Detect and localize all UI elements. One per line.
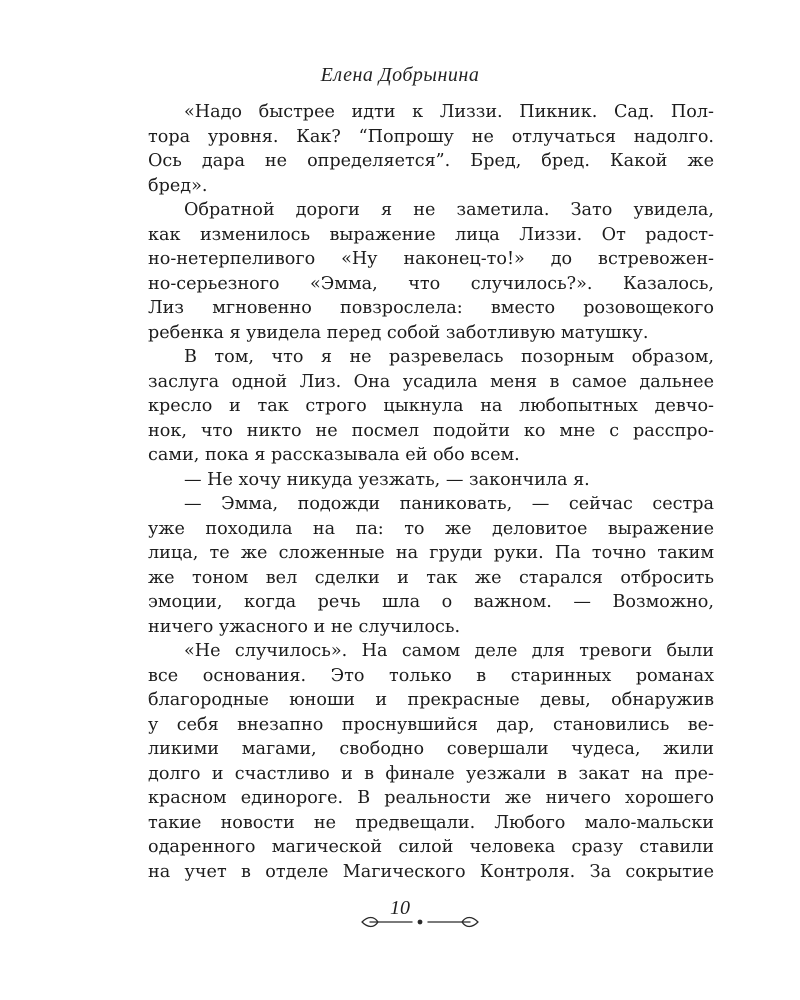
text-line: уже походила на па: то же деловитое выражение [148,518,714,539]
text-line: все основания. Это только в старинных романах [148,665,714,686]
text-line: но-серьезного «Эмма, что случилось?». Казалось, [148,273,714,294]
text-line: бред». [148,175,208,196]
page-footer [0,898,800,938]
text-line: эмоции, когда речь шла о важном. — Возможно, [148,592,714,612]
text-line: красном единороге. В реальности же ничего хорошего [148,788,714,808]
running-header: Елена Добрынина [320,64,480,86]
text-line: у себя внезапно проснувшийся дар, становились ве- [148,714,714,735]
text-line: но-нетерпеливого «Ну наконец-то!» до встревожен- [148,249,714,269]
text-line: лица, те же сложенные на груди руки. Па точно таким [148,543,714,563]
text-line: кресло и так строго цыкнула на любопытных девчо- [148,396,714,416]
text-line: ничего ужасного и не случилось. [148,616,461,637]
text-line: тора уровня. Как? “Попрошу не отлучаться надолго. [148,126,714,147]
text-line: долго и счастливо и в финале уезжали в закат на пре- [148,763,714,784]
text-line: одаренного магической силой человека сразу ставили [148,837,714,857]
vine-ornament-icon [360,912,480,932]
text-line: нок, что никто не посмел подойти ко мне с расспро- [148,420,714,441]
text-line: же тоном вел сделки и так же старался отбросить [148,567,714,588]
text-line: как изменилось выражение лица Лиззи. От радост- [148,224,714,245]
body-text [148,100,714,884]
text-line: «Надо быстрее идти к Лиззи. Пикник. Сад. Пол- [184,102,714,122]
text-line: ребенка я увидела перед собой заботливую матушку. [148,322,649,343]
text-line: Обратной дороги я не заметила. Зато увидела, [184,200,714,220]
text-line: — Не хочу никуда уезжать, — закончила я. [184,469,590,490]
text-line: «Не случилось». На самом деле для тревоги были [184,641,714,661]
text-line: заслуга одной Лиз. Она усадила меня в самое дальнее [148,371,714,392]
text-line: сами, пока я рассказывала ей обо всем. [148,445,520,465]
text-line: такие новости не предвещали. Любого мало-мальски [148,812,714,833]
page-number: 10 [390,897,410,919]
text-line: Лиз мгновенно повзрослела: вместо розовощекого [148,298,714,318]
text-line: — Эмма, подожди паниковать, — сейчас сестра [184,494,714,514]
text-line: на учет в отделе Магического Контроля. За сокрытие [148,861,714,882]
text-line: В том, что я не разревелась позорным образом, [184,347,714,367]
text-line: Ось дара не определяется”. Бред, бред. Какой же [148,151,714,171]
text-line: ликими магами, свободно совершали чудеса, жили [148,739,714,759]
text-line: благородные юноши и прекрасные девы, обнаружив [148,690,714,710]
